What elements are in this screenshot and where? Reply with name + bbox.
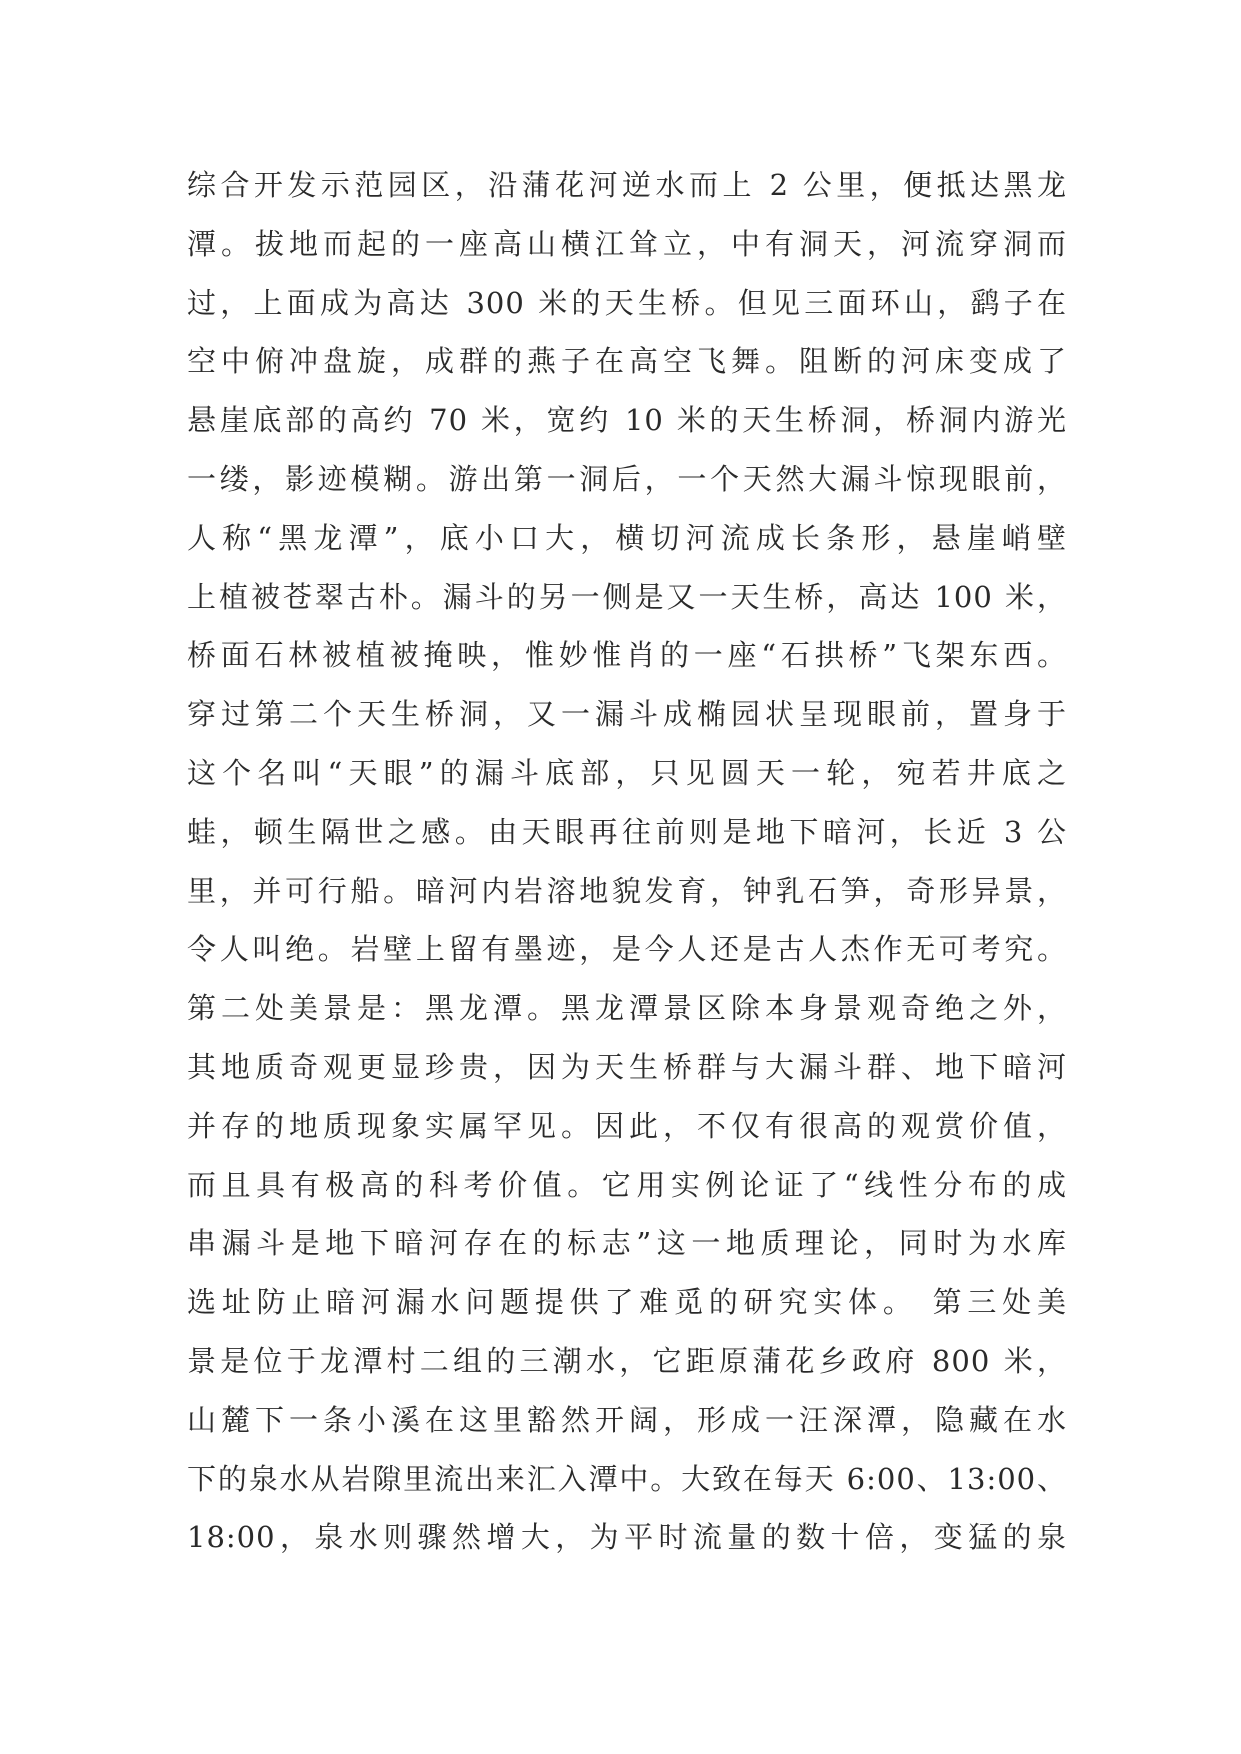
text-line: 选址防止暗河漏水问题提供了难觅的研究实体。 第三处美 [187,1285,1067,1320]
text-line: 上植被苍翠古朴。漏斗的另一侧是又一天生桥，高达 100 米， [187,579,1067,614]
text-line: 下的泉水从岩隙里流出来汇入潭中。大致在每天 6:00、13:00、 [187,1461,1067,1496]
text-line: 第二处美景是：黑龙潭。黑龙潭景区除本身景观奇绝之外， [187,991,1067,1026]
text-line: 综合开发示范园区，沿蒲花河逆水而上 2 公里，便抵达黑龙 [187,168,1067,202]
text-line: 悬崖底部的高约 70 米，宽约 10 米的天生桥洞，桥洞内游光 [187,403,1067,438]
text-line: 桥面石林被植被掩映，惟妙惟肖的一座“石拱桥”飞架东西。 [187,638,1067,673]
text-line: 这个名叫“天眼”的漏斗底部，只见圆天一轮，宛若井底之 [187,755,1067,790]
text-line: 串漏斗是地下暗河存在的标志”这一地质理论，同时为水库 [187,1226,1067,1261]
text-line: 蛙，顿生隔世之感。由天眼再往前则是地下暗河，长近 3 公 [187,814,1067,849]
text-line: 并存的地质现象实属罕见。因此，不仅有很高的观赏价值， [187,1108,1067,1143]
text-line: 山麓下一条小溪在这里豁然开阔，形成一汪深潭，隐藏在水 [187,1402,1067,1437]
text-line: 一缕，影迹模糊。游出第一洞后，一个天然大漏斗惊现眼前， [187,461,1067,496]
text-line: 令人叫绝。岩壁上留有墨迹，是今人还是古人杰作无可考究。 [187,932,1067,967]
text-line: 而且具有极高的科考价值。它用实例论证了“线性分布的成 [187,1167,1067,1202]
text-line: 18:00，泉水则骤然增大，为平时流量的数十倍，变猛的泉 [187,1520,1067,1555]
text-line: 潭。拔地而起的一座高山横江耸立，中有洞天，河流穿洞而 [187,226,1067,261]
text-line: 穿过第二个天生桥洞，又一漏斗成椭园状呈现眼前，置身于 [187,697,1067,732]
text-line: 空中俯冲盘旋，成群的燕子在高空飞舞。阻断的河床变成了 [187,344,1067,379]
text-line: 人称“黑龙潭”，底小口大，横切河流成长条形，悬崖峭壁 [187,520,1067,555]
text-line: 其地质奇观更显珍贵，因为天生桥群与大漏斗群、地下暗河 [187,1049,1067,1084]
text-line: 过，上面成为高达 300 米的天生桥。但见三面环山，鹞子在 [187,285,1067,320]
text-line: 景是位于龙潭村二组的三潮水，它距原蒲花乡政府 800 米， [187,1343,1067,1378]
text-line: 里，并可行船。暗河内岩溶地貌发育，钟乳石笋，奇形异景， [187,873,1067,908]
body-paragraph [187,156,1067,1567]
